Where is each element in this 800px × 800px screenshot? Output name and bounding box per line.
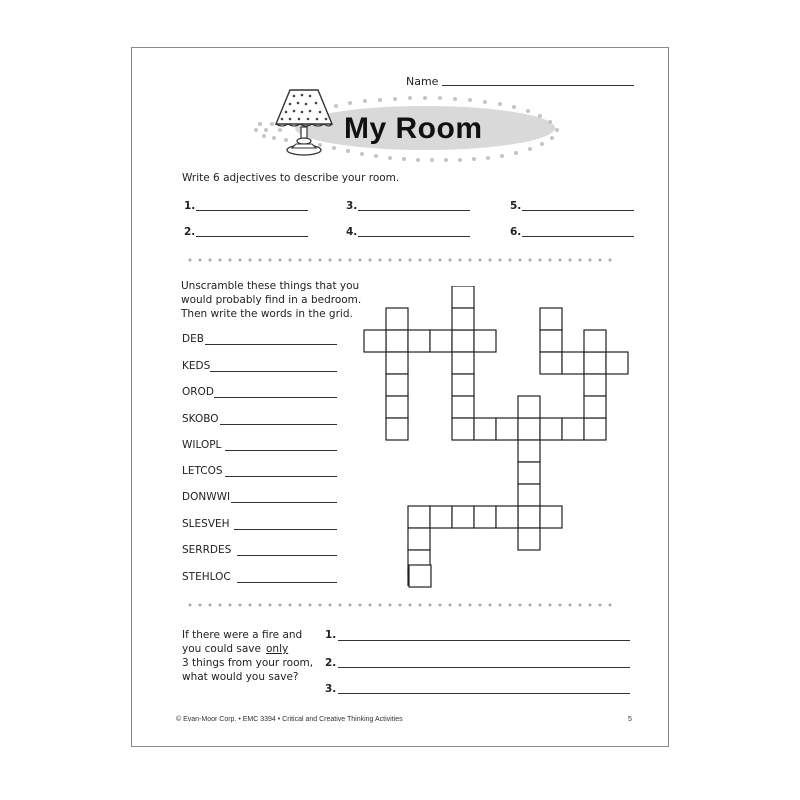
crossword-cell[interactable] bbox=[540, 506, 562, 528]
crossword-cell[interactable] bbox=[386, 352, 408, 374]
scrambled-word: OROD bbox=[182, 386, 214, 398]
crossword-cell[interactable] bbox=[408, 506, 430, 528]
unscramble-instruction-line-1: Unscramble these things that you bbox=[181, 280, 360, 292]
crossword-cell[interactable] bbox=[386, 330, 408, 352]
crossword-cell[interactable] bbox=[408, 330, 430, 352]
crossword-cell[interactable] bbox=[518, 440, 540, 462]
crossword-cell[interactable] bbox=[474, 506, 496, 528]
adjective-number-2: 2. bbox=[184, 226, 196, 238]
scrambled-word: KEDS bbox=[182, 360, 211, 372]
fire-question-emphasis: only bbox=[266, 643, 289, 655]
answer-line[interactable] bbox=[234, 529, 337, 530]
answer-line[interactable] bbox=[225, 476, 337, 477]
crossword-cell[interactable] bbox=[408, 528, 430, 550]
crossword-cell[interactable] bbox=[430, 506, 452, 528]
answer-line[interactable] bbox=[225, 450, 337, 451]
crossword-cell[interactable] bbox=[540, 330, 562, 352]
crossword-cell[interactable] bbox=[518, 484, 540, 506]
save-number-2: 2. bbox=[325, 657, 337, 669]
crossword-cell[interactable] bbox=[452, 286, 474, 308]
save-line-3[interactable] bbox=[338, 693, 630, 694]
worksheet-page bbox=[131, 47, 669, 747]
crossword-cell[interactable] bbox=[518, 528, 540, 550]
adjective-number-6: 6. bbox=[510, 226, 522, 238]
crossword-cell[interactable] bbox=[606, 352, 628, 374]
crossword-cell[interactable] bbox=[496, 418, 518, 440]
crossword-cell[interactable] bbox=[474, 418, 496, 440]
scrambled-word: STEHLOC bbox=[182, 571, 231, 583]
crossword-cell[interactable] bbox=[452, 330, 474, 352]
answer-line[interactable] bbox=[214, 397, 337, 398]
answer-line[interactable] bbox=[205, 344, 337, 345]
crossword-cell[interactable] bbox=[562, 418, 584, 440]
crossword-cell[interactable] bbox=[430, 330, 452, 352]
crossword-grid bbox=[356, 286, 641, 586]
crossword-cell[interactable] bbox=[452, 352, 474, 374]
scrambled-word: DONWWI bbox=[182, 491, 231, 503]
fire-question-line-2: you could save bbox=[182, 643, 261, 655]
unscramble-instruction-line-3: Then write the words in the grid. bbox=[181, 308, 353, 320]
page-number: 5 bbox=[628, 716, 632, 723]
crossword-cell[interactable] bbox=[584, 396, 606, 418]
crossword-cell[interactable] bbox=[452, 418, 474, 440]
adjective-line-2[interactable] bbox=[196, 236, 308, 237]
crossword-cell[interactable] bbox=[452, 506, 474, 528]
fire-question-line-1: If there were a fire and bbox=[182, 629, 303, 641]
crossword-cell[interactable] bbox=[540, 418, 562, 440]
crossword-cell[interactable] bbox=[584, 418, 606, 440]
answer-line[interactable] bbox=[220, 424, 337, 425]
crossword-cell[interactable] bbox=[386, 374, 408, 396]
adjective-line-6[interactable] bbox=[522, 236, 634, 237]
crossword-cell[interactable] bbox=[518, 418, 540, 440]
footer-credit: © Evan-Moor Corp. • EMC 3394 • Critical and Creative Thinking Activities bbox=[176, 716, 403, 723]
crossword-cell[interactable] bbox=[452, 396, 474, 418]
adjective-line-4[interactable] bbox=[358, 236, 470, 237]
adjective-line-5[interactable] bbox=[522, 210, 634, 211]
crossword-cell[interactable] bbox=[518, 462, 540, 484]
adjectives-instruction: Write 6 adjectives to describe your room. bbox=[182, 172, 400, 184]
scrambled-word: SERRDES bbox=[182, 544, 232, 556]
scrambled-word: DEB bbox=[182, 333, 204, 345]
crossword-cell[interactable] bbox=[452, 374, 474, 396]
adjective-number-4: 4. bbox=[346, 226, 358, 238]
crossword-cell-bottom[interactable] bbox=[408, 564, 432, 588]
crossword-cell[interactable] bbox=[386, 396, 408, 418]
scrambled-word: LETCOS bbox=[182, 465, 223, 477]
crossword-cell[interactable] bbox=[452, 308, 474, 330]
save-line-1[interactable] bbox=[338, 640, 630, 641]
dotted-divider bbox=[188, 602, 618, 608]
crossword-cell[interactable] bbox=[496, 506, 518, 528]
fire-question-line-4: what would you save? bbox=[182, 671, 299, 683]
crossword-cell[interactable] bbox=[518, 506, 540, 528]
crossword-cell[interactable] bbox=[540, 352, 562, 374]
adjective-number-1: 1. bbox=[184, 200, 196, 212]
save-number-3: 3. bbox=[325, 683, 337, 695]
crossword-cell[interactable] bbox=[386, 308, 408, 330]
adjective-number-5: 5. bbox=[510, 200, 522, 212]
answer-line[interactable] bbox=[210, 371, 337, 372]
crossword-cell[interactable] bbox=[562, 352, 584, 374]
fire-question-line-3: 3 things from your room, bbox=[182, 657, 314, 669]
crossword-cell[interactable] bbox=[584, 352, 606, 374]
crossword-cell[interactable] bbox=[584, 374, 606, 396]
dotted-divider bbox=[188, 257, 618, 263]
answer-line[interactable] bbox=[231, 502, 337, 503]
crossword-cell[interactable] bbox=[364, 330, 386, 352]
scrambled-word: SLESVEH bbox=[182, 518, 230, 530]
scrambled-word: SKOBO bbox=[182, 413, 219, 425]
answer-line[interactable] bbox=[237, 582, 337, 583]
adjective-number-3: 3. bbox=[346, 200, 358, 212]
save-number-1: 1. bbox=[325, 629, 337, 641]
adjective-line-3[interactable] bbox=[358, 210, 470, 211]
crossword-cell[interactable] bbox=[584, 330, 606, 352]
adjective-line-1[interactable] bbox=[196, 210, 308, 211]
scrambled-word: WILOPL bbox=[182, 439, 222, 451]
crossword-cell[interactable] bbox=[474, 330, 496, 352]
crossword-cell[interactable] bbox=[540, 308, 562, 330]
page-title: My Room bbox=[344, 112, 483, 145]
save-line-2[interactable] bbox=[338, 667, 630, 668]
crossword-cell[interactable] bbox=[386, 418, 408, 440]
name-field-line[interactable] bbox=[442, 85, 634, 86]
lamp-icon bbox=[272, 84, 338, 158]
unscramble-instruction-line-2: would probably find in a bedroom. bbox=[181, 294, 362, 306]
crossword-cell[interactable] bbox=[518, 396, 540, 418]
name-label: Name bbox=[406, 75, 439, 88]
answer-line[interactable] bbox=[237, 555, 337, 556]
